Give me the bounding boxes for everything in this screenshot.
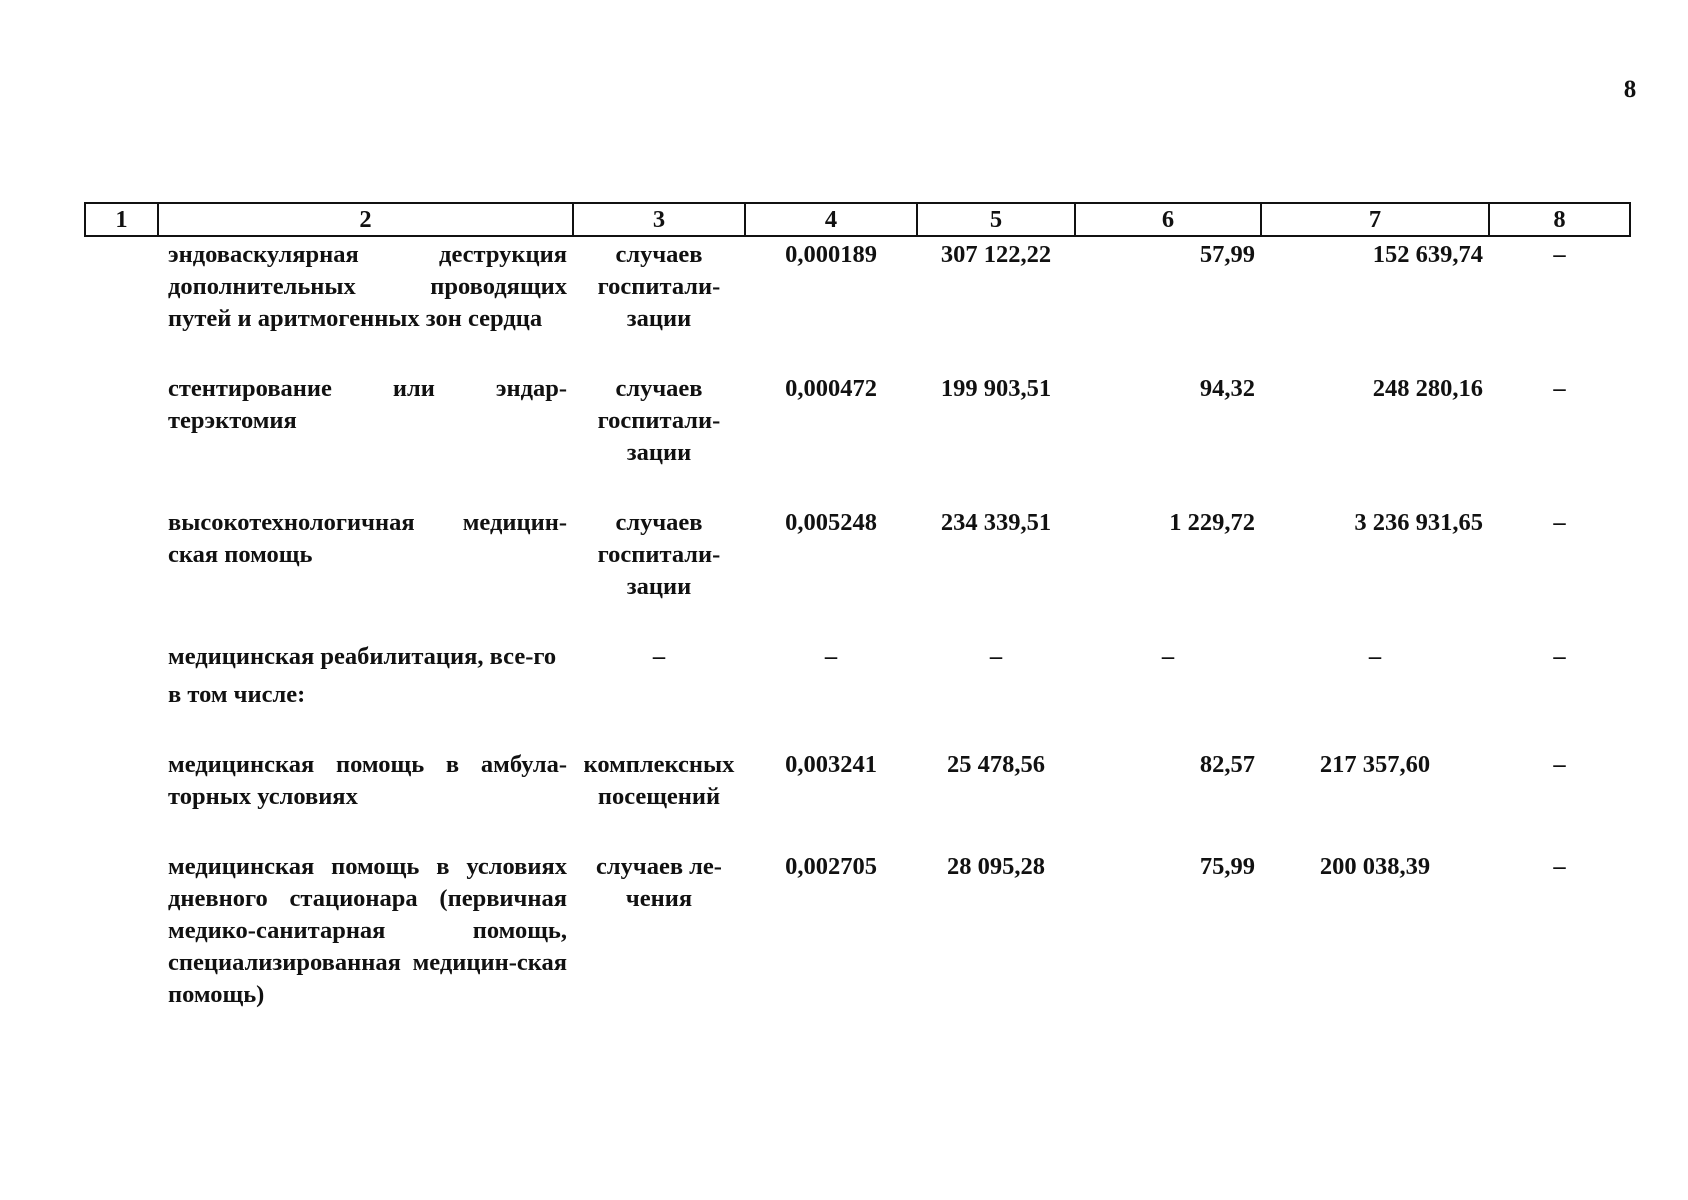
value-cell: –: [1553, 375, 1566, 402]
value-cell: 1 229,72: [1169, 509, 1255, 536]
value-cell: 75,99: [1199, 853, 1255, 880]
value-cell: [917, 679, 1075, 749]
table-cell: [85, 641, 158, 679]
table-row: [85, 373, 1630, 507]
header-cell: 1: [85, 203, 158, 236]
value-cell: 25 478,56: [947, 751, 1045, 778]
table-cell: [85, 373, 158, 507]
unit-cell: случаев госпитали-зации: [597, 375, 721, 466]
table-row: [85, 641, 1630, 679]
table-row: [85, 679, 1630, 749]
value-cell: [1261, 679, 1489, 749]
service-name-cell: стентирование или эндар-терэктомия: [168, 375, 567, 434]
header-cell: 4: [745, 203, 917, 236]
value-cell: [1075, 679, 1261, 749]
table-row: [85, 749, 1630, 851]
value-cell: –: [1553, 643, 1566, 670]
unit-cell: комплексных посещений: [583, 751, 735, 810]
value-cell: [1489, 679, 1630, 749]
table-row: [85, 507, 1630, 641]
unit-cell: случаев госпитали-зации: [597, 241, 721, 332]
header-cell: 3: [573, 203, 745, 236]
value-cell: 200 038,39: [1319, 853, 1431, 880]
table-row: [85, 851, 1630, 1049]
value-cell: 152 639,74: [1372, 241, 1483, 268]
header-cell: 6: [1075, 203, 1261, 236]
table-cell: [85, 507, 158, 641]
table-row: [85, 236, 1630, 373]
table-cell: [85, 679, 158, 749]
header-cell: 2: [158, 203, 573, 236]
value-cell: 82,57: [1199, 751, 1255, 778]
value-cell: [745, 679, 917, 749]
service-name-cell: медицинская реабилитация, все-го: [168, 643, 557, 670]
page-number: 8: [1623, 76, 1637, 103]
value-cell: –: [1553, 509, 1566, 536]
value-cell: –: [989, 643, 1003, 670]
value-cell: 248 280,16: [1372, 375, 1483, 402]
value-cell: 28 095,28: [947, 853, 1045, 880]
value-cell: 0,005248: [785, 509, 877, 536]
value-cell: 57,99: [1199, 241, 1255, 268]
header-cell: 8: [1489, 203, 1630, 236]
value-cell: 234 339,51: [940, 509, 1052, 536]
table-header-row: [85, 203, 1630, 236]
value-cell: –: [1161, 643, 1175, 670]
value-cell: –: [1368, 643, 1382, 670]
unit-cell: –: [652, 643, 666, 670]
value-cell: –: [824, 643, 838, 670]
value-cell: 0,000189: [785, 241, 877, 268]
value-cell: 0,000472: [785, 375, 877, 402]
value-cell: 0,002705: [785, 853, 877, 880]
service-name-cell: эндоваскулярная деструкция дополнительных проводящих путей и аритмогенных зон сердца: [168, 241, 567, 332]
unit-cell: [573, 679, 745, 749]
header-cell: 7: [1261, 203, 1489, 236]
value-cell: –: [1553, 853, 1566, 880]
unit-cell: случаев госпитали-зации: [597, 509, 721, 600]
data-table: [84, 202, 1631, 1049]
value-cell: 307 122,22: [940, 241, 1052, 268]
value-cell: 0,003241: [785, 751, 877, 778]
unit-cell: случаев ле-чения: [596, 853, 722, 912]
header-cell: 5: [917, 203, 1075, 236]
value-cell: 199 903,51: [940, 375, 1052, 402]
service-name-cell: медицинская помощь в амбула-торных условиях: [168, 751, 567, 810]
value-cell: 3 236 931,65: [1354, 509, 1483, 536]
value-cell: 217 357,60: [1319, 751, 1431, 778]
table-cell: [85, 851, 158, 1049]
value-cell: 94,32: [1199, 375, 1255, 402]
table-cell: [85, 749, 158, 851]
value-cell: –: [1553, 241, 1566, 268]
service-name-cell: медицинская помощь в условиях дневного стационара (первичная медико-санитарная помощь, специализированная медицин-ская помощь): [168, 853, 567, 1008]
table-cell: [85, 236, 158, 373]
service-name-cell: высокотехнологичная медицин-ская помощь: [168, 509, 567, 568]
value-cell: –: [1553, 751, 1566, 778]
section-subtitle: в том числе:: [168, 681, 306, 708]
